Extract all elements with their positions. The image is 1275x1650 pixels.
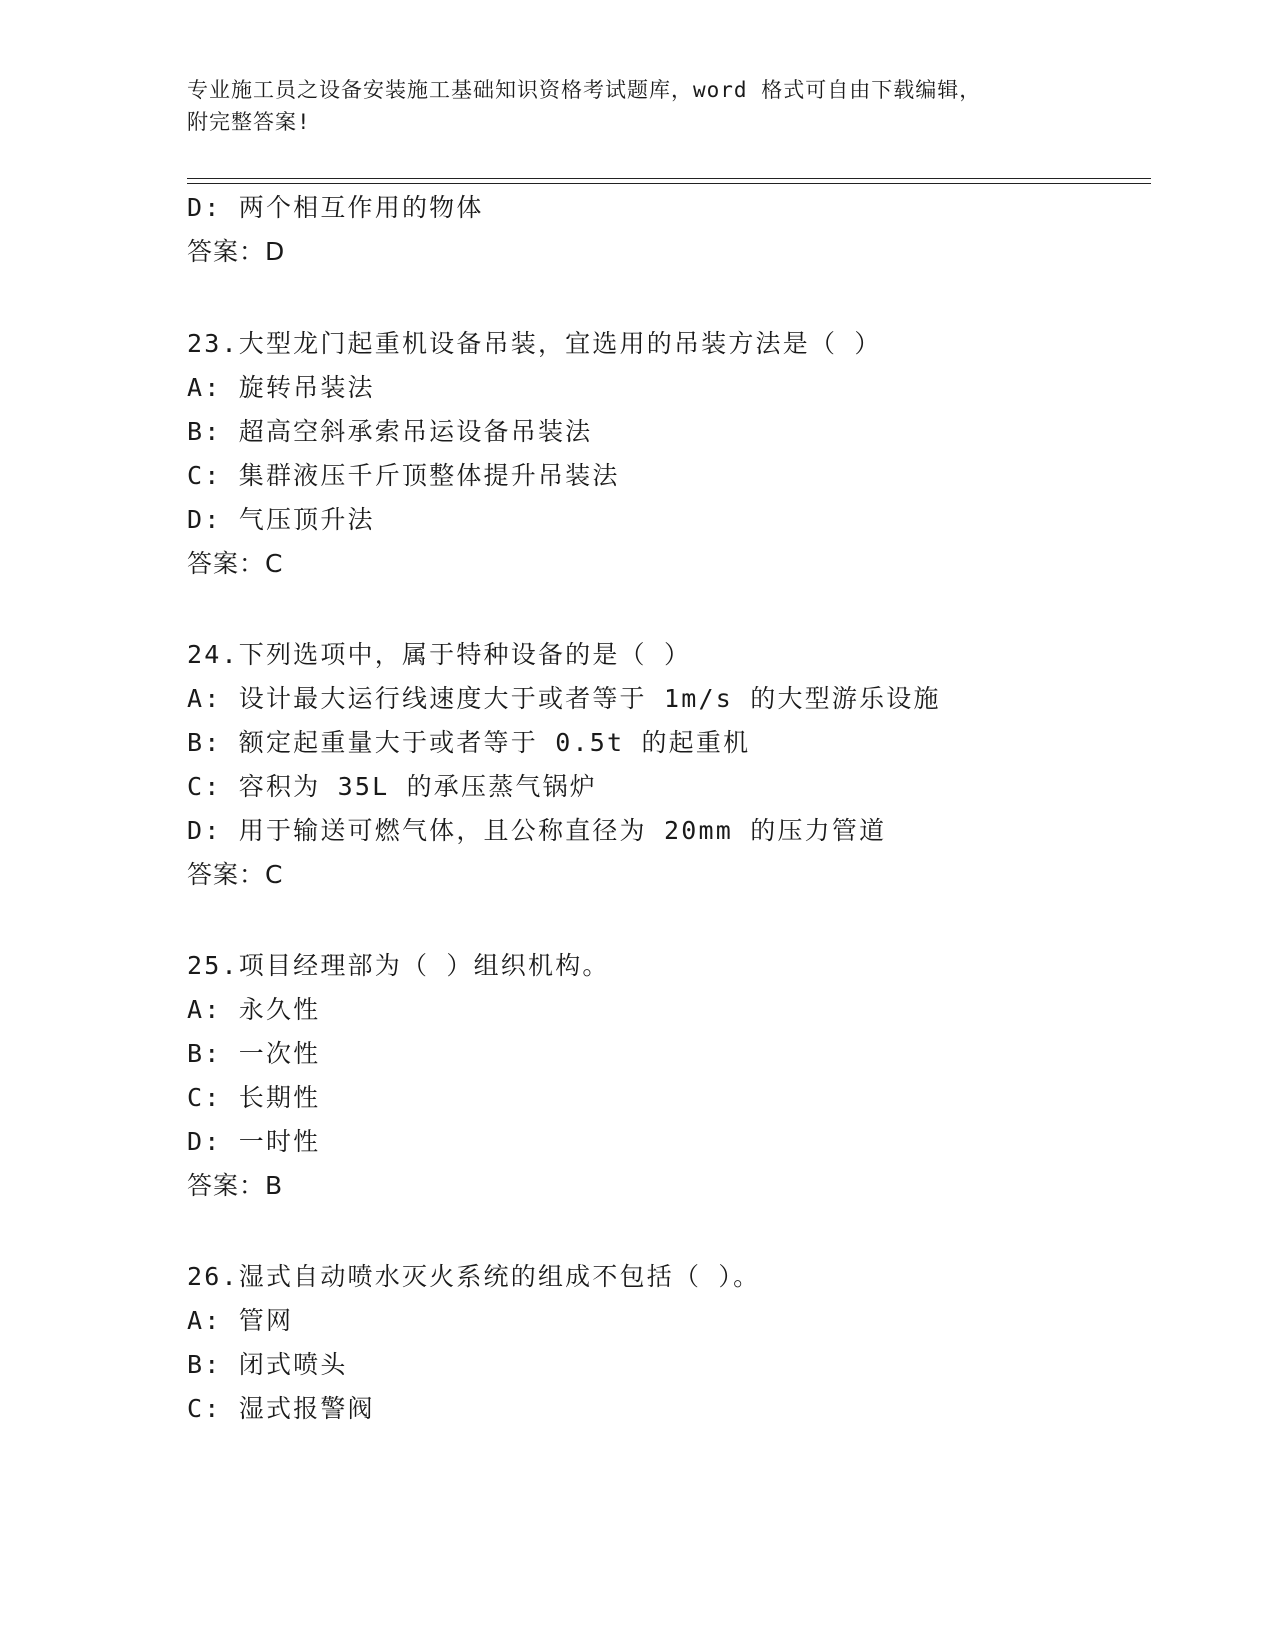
- q23-question: 23.大型龙门起重机设备吊装，宜选用的吊装方法是（ ）: [187, 329, 882, 358]
- q25-option-c: C: 长期性: [187, 1083, 321, 1112]
- q23-option-c: C: 集群液压千斤顶整体提升吊装法: [187, 461, 620, 490]
- q24-option-a: A: 设计最大运行线速度大于或者等于 1m/s 的大型游乐设施: [187, 684, 941, 713]
- q26-question: 26.湿式自动喷水灭火系统的组成不包括（ ）。: [187, 1262, 761, 1291]
- header-divider-top: [187, 178, 1151, 179]
- q24-option-d: D: 用于输送可燃气体，且公称直径为 20mm 的压力管道: [187, 816, 887, 845]
- q25-option-a: A: 永久性: [187, 995, 321, 1024]
- q23-answer: 答案：C: [187, 549, 284, 578]
- q22-option-d: D: 两个相互作用的物体: [187, 193, 484, 222]
- q26-option-b: B: 闭式喷头: [187, 1350, 348, 1379]
- q23-option-b: B: 超高空斜承索吊运设备吊装法: [187, 417, 593, 446]
- q26-option-c: C: 湿式报警阀: [187, 1394, 375, 1423]
- q23-option-d: D: 气压顶升法: [187, 505, 375, 534]
- q24-option-b: B: 额定起重量大于或者等于 0.5t 的起重机: [187, 728, 751, 757]
- q25-answer: 答案：B: [187, 1171, 284, 1200]
- header-divider-bottom: [187, 183, 1151, 184]
- header-line-2: 附完整答案!: [187, 110, 311, 134]
- q26-option-a: A: 管网: [187, 1306, 294, 1335]
- document-header: [187, 74, 1067, 138]
- q25-question: 25.项目经理部为（ ）组织机构。: [187, 951, 610, 980]
- header-line-1: 专业施工员之设备安装施工基础知识资格考试题库，word 格式可自由下载编辑，: [187, 78, 982, 102]
- q24-answer: 答案：C: [187, 860, 284, 889]
- q25-option-d: D: 一时性: [187, 1127, 321, 1156]
- q24-option-c: C: 容积为 35L 的承压蒸气锅炉: [187, 772, 598, 801]
- q22-answer: 答案：D: [187, 237, 286, 266]
- q25-option-b: B: 一次性: [187, 1039, 321, 1068]
- q24-question: 24.下列选项中，属于特种设备的是（ ）: [187, 640, 692, 669]
- q23-option-a: A: 旋转吊装法: [187, 373, 375, 402]
